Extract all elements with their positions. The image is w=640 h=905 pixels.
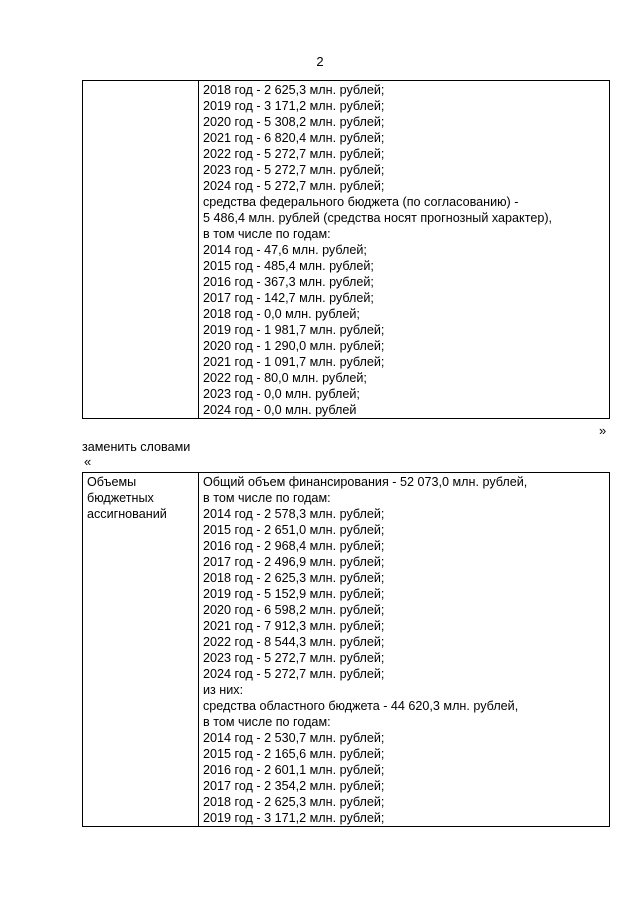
text-line: 2015 год - 485,4 млн. рублей; (203, 259, 374, 273)
text-line: 2019 год - 3 171,2 млн. рублей; (203, 99, 385, 113)
text-line: 2016 год - 2 968,4 млн. рублей; (203, 539, 385, 553)
passport-table-old (82, 80, 610, 419)
text-line: 2024 год - 5 272,7 млн. рублей; (203, 179, 385, 193)
text-line: 2021 год - 7 912,3 млн. рублей; (203, 619, 385, 633)
text-line: средства федерального бюджета (по согласованию) - (203, 195, 519, 209)
text-line: 2014 год - 2 578,3 млн. рублей; (203, 507, 385, 521)
text-line: 2017 год - 2 496,9 млн. рублей; (203, 555, 385, 569)
table-cell-content (199, 81, 610, 419)
text-line: 2018 год - 2 625,3 млн. рублей; (203, 83, 385, 97)
text-line: 2023 год - 5 272,7 млн. рублей; (203, 651, 385, 665)
table-row (83, 81, 610, 419)
passport-table-new (82, 472, 610, 827)
text-line: 2017 год - 2 354,2 млн. рублей; (203, 779, 385, 793)
text-line: в том числе по годам: (203, 227, 331, 241)
table-cell-content (199, 473, 610, 827)
text-line: Общий объем финансирования - 52 073,0 млн. рублей, (203, 475, 528, 489)
page-number: 2 (316, 54, 324, 69)
table-row (83, 473, 610, 827)
text-line: 2015 год - 2 165,6 млн. рублей; (203, 747, 385, 761)
closing-quote: » (599, 423, 607, 438)
text-line: 2022 год - 5 272,7 млн. рублей; (203, 147, 385, 161)
table-cell-label (83, 81, 199, 419)
table-cell-label (83, 473, 199, 827)
text-line: 5 486,4 млн. рублей (средства носят прогнозный характер), (203, 211, 553, 225)
opening-quote: « (84, 454, 92, 469)
text-line: 2019 год - 1 981,7 млн. рублей; (203, 323, 385, 337)
text-line: 2018 год - 2 625,3 млн. рублей; (203, 795, 385, 809)
text-line: 2021 год - 6 820,4 млн. рублей; (203, 131, 385, 145)
text-line: 2017 год - 142,7 млн. рублей; (203, 291, 374, 305)
text-line: 2015 год - 2 651,0 млн. рублей; (203, 523, 385, 537)
text-line: 2019 год - 5 152,9 млн. рублей; (203, 587, 385, 601)
text-line: в том числе по годам: (203, 715, 331, 729)
text-line: 2018 год - 2 625,3 млн. рублей; (203, 571, 385, 585)
text-line: средства областного бюджета - 44 620,3 млн. рублей, (203, 699, 519, 713)
text-line: 2020 год - 1 290,0 млн. рублей; (203, 339, 385, 353)
cell-label-text: Объемы бюджетных ассигнований (87, 475, 167, 521)
text-line: 2016 год - 367,3 млн. рублей; (203, 275, 374, 289)
text-line: 2014 год - 2 530,7 млн. рублей; (203, 731, 385, 745)
text-line: в том числе по годам: (203, 491, 331, 505)
text-line: 2022 год - 80,0 млн. рублей; (203, 371, 367, 385)
text-line: 2024 год - 5 272,7 млн. рублей; (203, 667, 385, 681)
text-line: 2018 год - 0,0 млн. рублей; (203, 307, 360, 321)
text-line: 2020 год - 6 598,2 млн. рублей; (203, 603, 385, 617)
text-line: 2022 год - 8 544,3 млн. рублей; (203, 635, 385, 649)
replace-instruction: заменить словами (82, 440, 191, 454)
text-line: 2023 год - 0,0 млн. рублей; (203, 387, 360, 401)
text-line: 2014 год - 47,6 млн. рублей; (203, 243, 367, 257)
text-line: 2023 год - 5 272,7 млн. рублей; (203, 163, 385, 177)
text-line: из них: (203, 683, 244, 697)
text-line: 2019 год - 3 171,2 млн. рублей; (203, 811, 385, 825)
text-line: 2021 год - 1 091,7 млн. рублей; (203, 355, 385, 369)
text-line: 2024 год - 0,0 млн. рублей (203, 403, 357, 417)
text-line: 2020 год - 5 308,2 млн. рублей; (203, 115, 385, 129)
text-line: 2016 год - 2 601,1 млн. рублей; (203, 763, 385, 777)
